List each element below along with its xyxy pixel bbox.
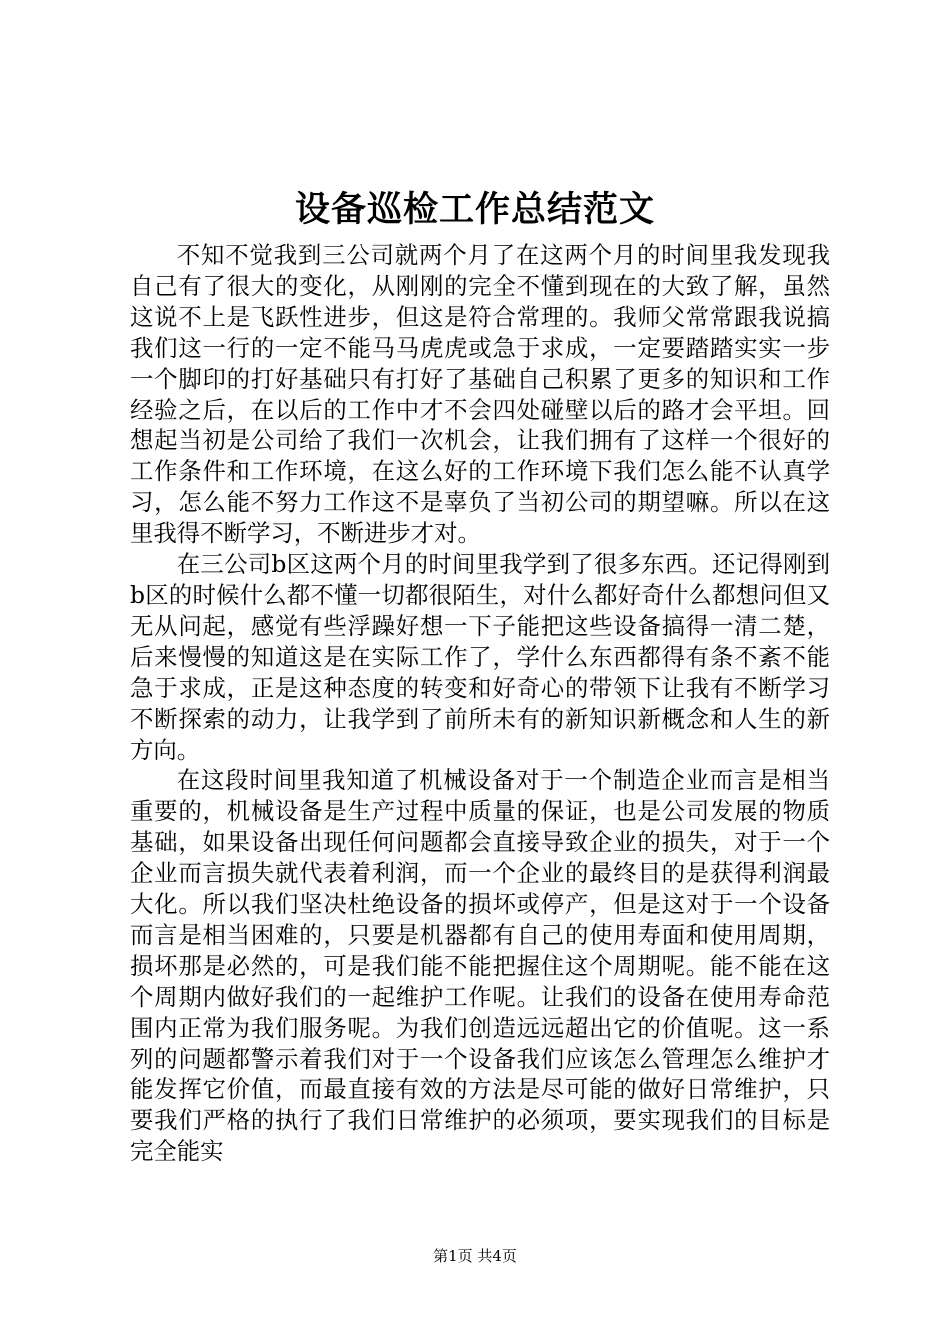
document-body: [130, 240, 830, 1167]
paragraph-1: 不知不觉我到三公司就两个月了在这两个月的时间里我发现我自己有了很大的变化，从刚刚的完全不懂到现在的大致了解，虽然这说不上是飞跃性进步，但这是符合常理的。我师父常常跟我说搞我们这一行的一定不能马马虎虎或急于求成，一定要踏踏实实一步一个脚印的打好基础只有打好了基础自己积累了更多的知识和工作经验之后，在以后的工作中才不会四处碰壁以后的路才会平坦。回想起当初是公司给了我们一次机会，让我们拥有了这样一个很好的工作条件和工作环境，在这么好的工作环境下我们怎么能不认真学习，怎么能不努力工作这不是辜负了当初公司的期望嘛。所以在这里我得不断学习，不断进步才对。: [130, 241, 830, 548]
page-footer: 第1页 共4页: [433, 1247, 517, 1265]
paragraph-2: 在三公司b区这两个月的时间里我学到了很多东西。还记得刚到b区的时候什么都不懂一切都很陌生，对什么都好奇什么都想问但又无从问起，感觉有些浮躁好想一下子能把这些设备搞得一清二楚，后来慢慢的知道这是在实际工作了，学什么东西都得有条不紊不能急于求成，正是这种态度的转变和好奇心的带领下让我有不断学习不断探索的动力，让我学到了前所未有的新知识新概念和人生的新方向。: [130, 550, 830, 764]
document-title: 设备巡检工作总结范文: [294, 189, 655, 230]
paragraph-3: 在这段时间里我知道了机械设备对于一个制造企业而言是相当重要的，机械设备是生产过程中质量的保证，也是公司发展的物质基础，如果设备出现任何问题都会直接导致企业的损失，对于一个企业而言损失就代表着利润，而一个企业的最终目的是获得利润最大化。所以我们坚决杜绝设备的损坏或停产，但是这对于一个设备而言是相当困难的，只要是机器都有自己的使用寿面和使用周期，损坏那是必然的，可是我们能不能把握住这个周期呢。能不能在这个周期内做好我们的一起维护工作呢。让我们的设备在使用寿命范围内正常为我们服务呢。为我们创造远远超出它的价值呢。这一系列的问题都警示着我们对于一个设备我们应该怎么管理怎么维护才能发挥它价值，而最直接有效的方法是尽可能的做好日常维护，只要我们严格的执行了我们日常维护的必须项，要实现我们的目标是完全能实: [130, 766, 830, 1166]
